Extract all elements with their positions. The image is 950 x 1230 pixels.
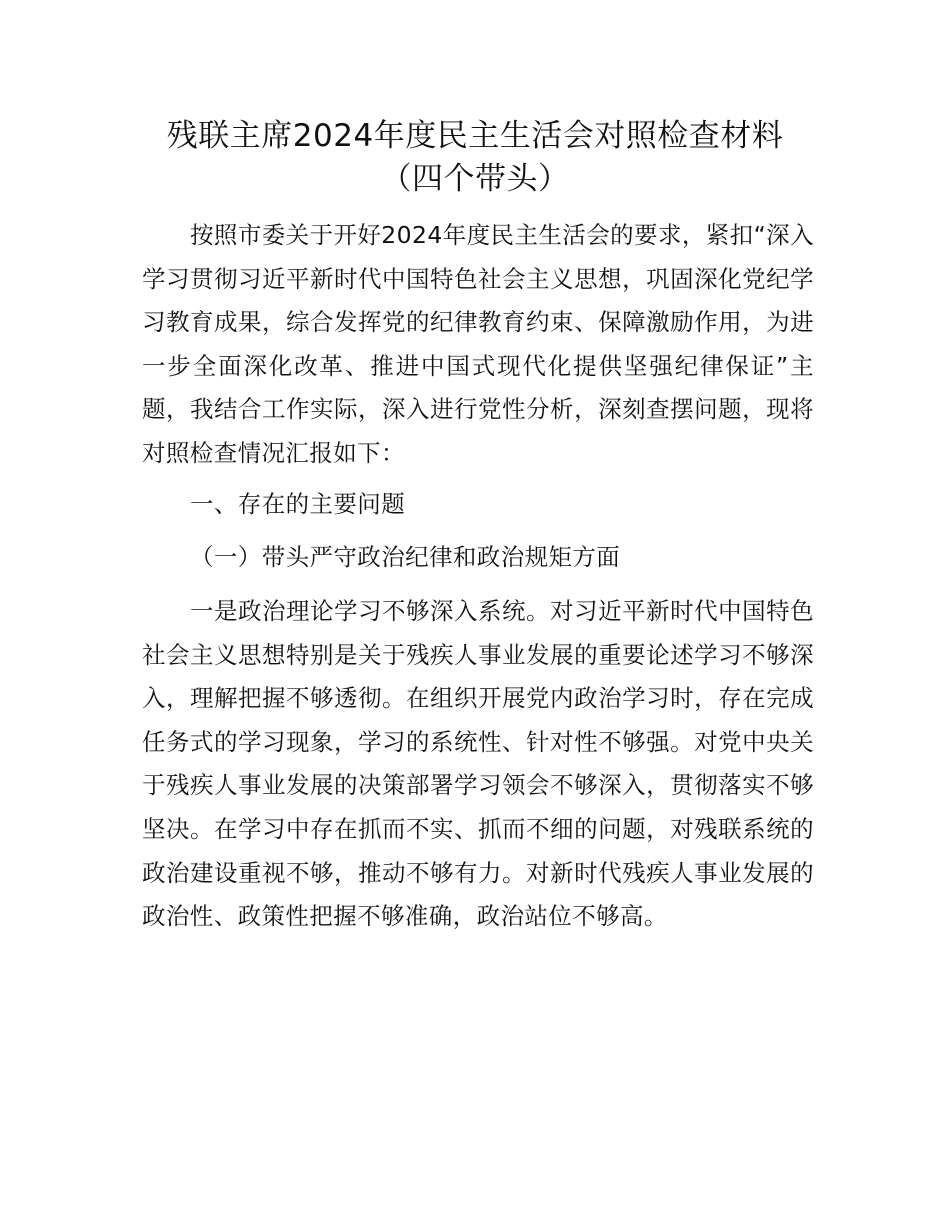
section-heading: 一、存在的主要问题 (190, 490, 406, 518)
intro-paragraph: 按照市委关于开好2024年度民主生活会的要求，紧扣“深入学习贯彻习近平新时代中国特色社会主义思想，巩固深化党纪学习教育成果，综合发挥党的纪律教育约束、保障激励作用，为进一步全面深化改革、推进中国式现代化提供坚强纪律保证”主题，我结合工作实际，深入进行党性分析，深刻查摆问题，现将对照检查情况汇报如下： (142, 221, 814, 467)
document-title: 残联主席2024年度民主生活会对照检查材料 (166, 118, 784, 154)
body-paragraph: 一是政治理论学习不够深入系统。对习近平新时代中国特色社会主义思想特别是关于残疾人事业发展的重要论述学习不够深入，理解把握不够透彻。在组织开展党内政治学习时，存在完成任务式的学习现象，学习的系统性、针对性不够强。对党中央关于残疾人事业发展的决策部署学习领会不够深入，贯彻落实不够坚决。在学习中存在抓而不实、抓而不细的问题，对残联系统的政治建设重视不够，推动不够有力。对新时代残疾人事业发展的政治性、政策性把握不够准确，政治站位不够高。 (142, 597, 814, 931)
subsection-heading: （一）带头严守政治纪律和政治规矩方面 (190, 543, 621, 571)
document-subtitle: （四个带头） (380, 161, 570, 197)
